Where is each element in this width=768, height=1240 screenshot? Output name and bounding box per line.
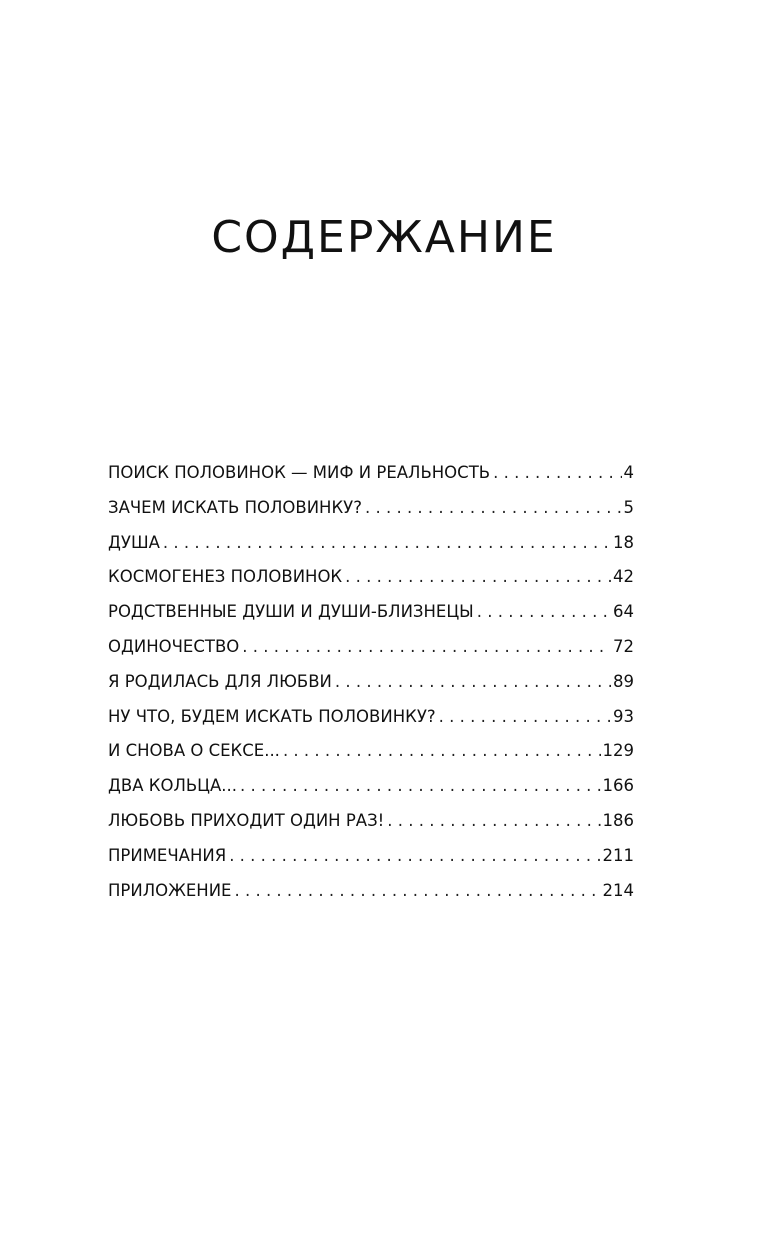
- toc-entry-title: ДУША: [108, 532, 160, 552]
- toc-entry-page: 211: [602, 845, 634, 865]
- toc-entry-title: ЗАЧЕМ ИСКАТЬ ПОЛОВИНКУ?: [108, 497, 362, 517]
- toc-entry-page: 4: [623, 463, 634, 482]
- dot-leader: [283, 734, 601, 769]
- dot-leader: [365, 491, 622, 526]
- toc-entry[interactable]: [108, 769, 634, 804]
- dot-leader: [493, 456, 621, 491]
- toc-entry[interactable]: [108, 456, 634, 491]
- toc-entry[interactable]: [108, 665, 634, 700]
- toc-entry[interactable]: [108, 734, 634, 769]
- dot-leader: [345, 560, 611, 595]
- toc-entry-page: 5: [623, 497, 634, 517]
- toc-entry[interactable]: [108, 491, 634, 526]
- dot-leader: [242, 630, 611, 665]
- toc-entry-page: 93: [613, 706, 634, 726]
- table-of-contents: [108, 456, 634, 908]
- toc-entry-title: ПРИЛОЖЕНИЕ: [108, 880, 232, 900]
- toc-entry-title: ПОИСК ПОЛОВИНОК — МИФ И РЕАЛЬНОСТЬ: [108, 463, 491, 482]
- toc-entry-title: ЛЮБОВЬ ПРИХОДИТ ОДИН РАЗ!: [108, 810, 385, 830]
- toc-entry-page: 42: [613, 567, 634, 587]
- toc-entry-title: ДВА КОЛЬЦА...: [108, 776, 238, 796]
- dot-leader: [240, 769, 600, 804]
- toc-entry[interactable]: [108, 839, 634, 874]
- dot-leader: [387, 804, 600, 839]
- dot-leader: [229, 839, 600, 874]
- toc-entry[interactable]: [108, 595, 634, 630]
- toc-entry[interactable]: [108, 700, 634, 735]
- toc-entry[interactable]: [108, 526, 634, 561]
- page-title: СОДЕРЖАНИЕ: [211, 212, 557, 263]
- toc-entry[interactable]: [108, 630, 634, 665]
- toc-entry-title: Я РОДИЛАСЬ ДЛЯ ЛЮБВИ: [108, 671, 332, 691]
- toc-entry-page: 166: [602, 776, 634, 796]
- toc-entry-page: 64: [613, 602, 634, 622]
- toc-entry-title: ОДИНОЧЕСТВО: [108, 636, 240, 656]
- toc-entry-title: КОСМОГЕНЕЗ ПОЛОВИНОК: [108, 567, 343, 587]
- toc-entry-page: 214: [602, 880, 634, 900]
- dot-leader: [234, 874, 600, 909]
- dot-leader: [335, 665, 611, 700]
- toc-entry-page: 18: [613, 532, 634, 552]
- dot-leader: [439, 700, 611, 735]
- toc-entry-page: 89: [613, 671, 634, 691]
- dot-leader: [163, 526, 611, 561]
- toc-entry-title: НУ ЧТО, БУДЕМ ИСКАТЬ ПОЛОВИНКУ?: [108, 706, 436, 726]
- toc-entry[interactable]: [108, 874, 634, 909]
- toc-entry-page: 186: [602, 810, 634, 830]
- toc-entry-title: И СНОВА О СЕКСЕ...: [108, 741, 280, 761]
- toc-entry-page: 129: [602, 741, 634, 761]
- toc-entry-title: РОДСТВЕННЫЕ ДУШИ И ДУШИ-БЛИЗНЕЦЫ: [108, 602, 474, 622]
- toc-entry[interactable]: [108, 804, 634, 839]
- toc-entry-page: 72: [613, 636, 634, 656]
- dot-leader: [477, 595, 611, 630]
- toc-entry-title: ПРИМЕЧАНИЯ: [108, 845, 227, 865]
- toc-entry[interactable]: [108, 560, 634, 595]
